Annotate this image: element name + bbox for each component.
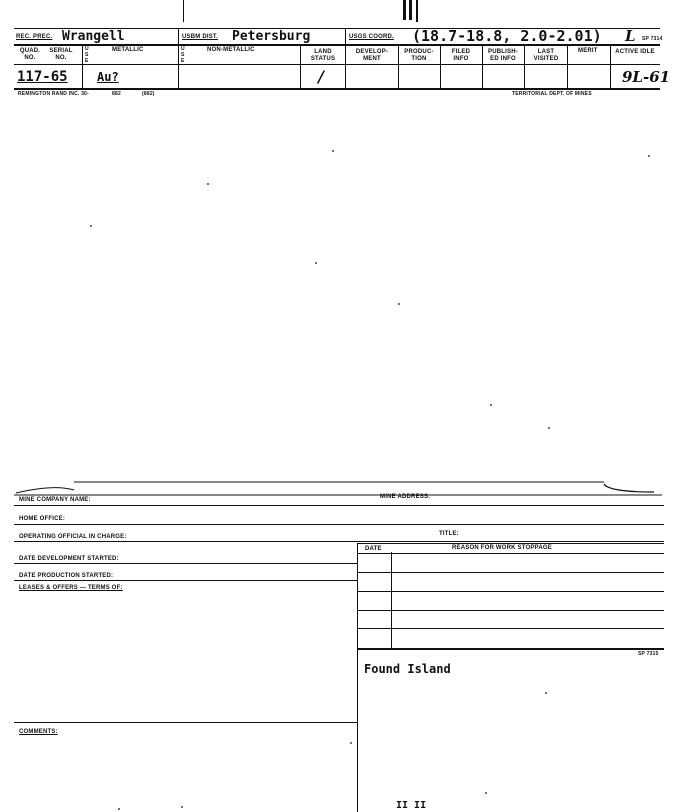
active-idle-value: 9L-61: [622, 68, 671, 86]
divider: [440, 44, 441, 89]
divider: [357, 553, 664, 554]
divider: [391, 552, 392, 648]
divider: [610, 44, 611, 89]
scan-speck: [207, 183, 209, 185]
col-use-1: U S E: [85, 46, 89, 64]
form-number: SP 7315: [638, 651, 659, 657]
footer-code-1: 882: [112, 91, 121, 97]
divider: [409, 0, 412, 20]
leases-label: LEASES & OFFERS — TERMS OF:: [19, 585, 123, 591]
divider: [357, 543, 664, 544]
divider: [14, 580, 357, 581]
divider: [14, 88, 660, 90]
rec-prec-label: REC. PREC.: [16, 34, 53, 40]
scan-speck: [398, 303, 400, 305]
scan-speck: [545, 692, 547, 694]
col-production: PRODUC-TION: [404, 49, 434, 62]
scan-speck: [118, 808, 120, 810]
divider: [482, 44, 483, 89]
department-name: TERRITORIAL DEPT. OF MINES: [512, 91, 592, 97]
divider: [357, 610, 664, 611]
date-development-label: DATE DEVELOPMENT STARTED:: [19, 556, 119, 562]
divider: [357, 572, 664, 573]
divider: [300, 44, 301, 89]
metallic-value: Au?: [97, 70, 119, 84]
divider: [14, 722, 357, 723]
divider: [183, 0, 184, 22]
mine-address-label: MINE ADDRESS:: [380, 494, 431, 500]
scan-speck: [490, 404, 492, 406]
col-merit: MERIT: [578, 48, 598, 54]
card-edge: [14, 476, 664, 496]
col-land-status: LAND STATUS: [310, 49, 336, 62]
reason-header: REASON FOR WORK STOPPAGE: [452, 545, 552, 551]
mine-company-name-label: MINE COMPANY NAME:: [19, 497, 91, 503]
divider: [14, 524, 664, 525]
divider: [524, 44, 525, 89]
scan-speck: [350, 742, 352, 744]
col-last-visited: LAST VISITED: [533, 49, 559, 62]
col-serial-no: SERIAL NO.: [49, 48, 73, 61]
form-number: SP 7314: [642, 36, 663, 42]
divider: [357, 628, 664, 629]
location-value: Found Island: [364, 662, 451, 676]
divider: [14, 64, 660, 65]
divider: [398, 44, 399, 89]
divider: [345, 28, 346, 89]
date-header: DATE: [365, 546, 382, 552]
operating-official-label: OPERATING OFFICIAL IN CHARGE:: [19, 534, 127, 540]
col-quad-no: QUAD. NO.: [19, 48, 41, 61]
scan-speck: [485, 792, 487, 794]
corner-mark: L: [625, 27, 636, 45]
footer-code-2: (882): [142, 91, 155, 97]
rec-prec-value: Wrangell: [62, 29, 125, 44]
divider: [14, 541, 664, 542]
divider: [14, 505, 664, 506]
divider: [357, 591, 664, 592]
col-use-2: U S E: [181, 46, 185, 64]
divider: [567, 44, 568, 89]
divider: [357, 648, 664, 650]
divider: [14, 563, 357, 564]
divider: [416, 0, 418, 22]
scan-speck: [181, 806, 183, 808]
scan-speck: [332, 150, 334, 152]
divider: [178, 28, 179, 89]
scan-speck: [315, 262, 317, 264]
land-status-value: /: [318, 67, 324, 86]
divider: [357, 543, 358, 812]
home-office-label: HOME OFFICE:: [19, 516, 66, 522]
printer-credit: REMINGTON RAND INC. 30-: [18, 91, 89, 97]
scan-speck: [648, 155, 650, 157]
col-development: DEVELOP-MENT: [355, 49, 389, 62]
divider: [82, 44, 83, 89]
col-published-info: PUBLISH-ED INFO: [488, 49, 518, 62]
title-label: TITLE:: [439, 531, 459, 537]
scan-speck: [90, 225, 92, 227]
col-non-metallic: NON-METALLIC: [207, 47, 255, 53]
usbm-dist-label: USBM DIST.: [182, 34, 219, 40]
quad-serial-value: 117-65: [17, 69, 68, 85]
usbm-dist-value: Petersburg: [232, 29, 311, 44]
col-metallic: METALLIC: [112, 47, 144, 53]
comments-label: COMMENTS:: [19, 729, 58, 735]
col-active-idle: ACTIVE IDLE: [615, 49, 655, 55]
col-filed-info: FILED INFO: [451, 49, 471, 62]
bottom-mark: II II: [396, 800, 427, 811]
usgs-coord-value: (18.7-18.8, 2.0-2.01): [412, 27, 602, 45]
divider: [403, 0, 406, 20]
usgs-coord-label: USGS COORD.: [349, 34, 394, 40]
scan-speck: [548, 427, 550, 429]
date-production-label: DATE PRODUCTION STARTED:: [19, 573, 114, 579]
